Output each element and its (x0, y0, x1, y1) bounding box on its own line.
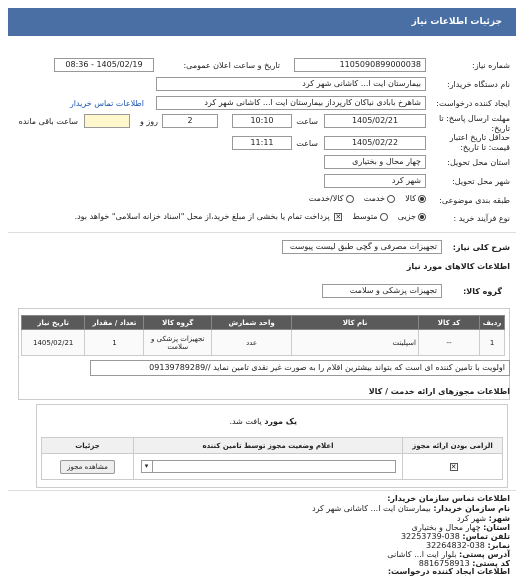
description-field: تجهیزات مصرفی و گچی طبق لیست پیوست (282, 240, 442, 254)
category-label: طبقه بندی موضوعی: (439, 196, 510, 205)
creator-section-title: اطلاعات ایجاد کننده درخواست: (387, 567, 510, 576)
announce-label: تاریخ و ساعت اعلان عمومی: (183, 61, 280, 70)
process-option-medium[interactable]: متوسط (352, 212, 387, 221)
cell-code: -- (418, 330, 479, 356)
days-label: روز و (140, 117, 158, 126)
buyer-field: بیمارستان ایت ا... کاشانی شهر کرد (156, 77, 426, 91)
creator-field: شاهرخ بابادی نیاکان کارپرداز بیمارستان ایت ا... کاشانی شهر کرد (156, 96, 426, 110)
payment-note: پرداخت تمام یا بخشی از مبلغ خرید،از محل "اسناد خزانه اسلامی" خواهد بود. (74, 212, 330, 221)
divider (8, 232, 516, 233)
permit-status-dropdown[interactable] (141, 460, 396, 473)
validity-label: حداقل تاریخ اعتبار قیمت: تا تاریخ: (449, 133, 510, 152)
contact-city: شهر: شهر کرد (456, 514, 510, 523)
category-option-goods[interactable]: کالا (405, 194, 426, 203)
view-permit-button[interactable]: مشاهده مجوز (60, 460, 115, 474)
buyer-label: نام دستگاه خریدار: (447, 80, 510, 89)
cell-date: 1405/02/21 (22, 330, 85, 356)
process-label: نوع فرآیند خرید : (453, 214, 510, 223)
col-code: کد کالا (418, 316, 479, 330)
permits-table-header (42, 438, 503, 454)
deadline-label: مهلت ارسال پاسخ: تا تاریخ: (438, 114, 510, 133)
description-label: شرح کلی نیاز: (452, 243, 510, 252)
divider (8, 490, 516, 491)
creator-label: ایجاد کننده درخواست: (436, 99, 510, 108)
contact-phone: تلفن تماس: 038-32253739 (400, 532, 510, 541)
page-title: جزئیات اطلاعات نیاز (411, 17, 502, 27)
permits-panel (36, 404, 508, 488)
category-option-both[interactable]: کالا/خدمت (309, 194, 354, 203)
need-number-label: شماره نیاز: (472, 61, 510, 70)
cell-name: اسپلینت (292, 330, 419, 356)
days-field: 2 (162, 114, 218, 128)
col-name: نام کالا (292, 316, 419, 330)
contact-name: نام سازمان خریدار: بیمارستان ایت ا... کاشانی شهر کرد (312, 504, 510, 513)
goods-group-field: تجهیزات پزشکی و سلامت (322, 284, 442, 298)
col-required: الزامی بودن ارائه مجوز (403, 438, 503, 454)
col-group: گروه کالا (144, 316, 212, 330)
col-details: جزئیات (42, 438, 134, 454)
contact-province: استان: چهار محال و بختیاری (411, 523, 510, 532)
chevron-down-icon: ▾ (142, 461, 153, 472)
remaining-hours-field (84, 114, 130, 128)
province-field: چهار محال و بختیاری (324, 155, 426, 169)
validity-time-label: ساعت (296, 139, 318, 148)
permits-found-text: یک مورد یافت شد. (229, 417, 297, 426)
radio-icon (387, 195, 395, 203)
buyer-contact-link[interactable]: اطلاعات تماس خریدار (69, 99, 144, 108)
cell-row: 1 (480, 330, 505, 356)
radio-icon (346, 195, 354, 203)
radio-icon (380, 213, 388, 221)
goods-table (21, 315, 505, 356)
table-row (42, 454, 503, 480)
need-number-field: 1105090899000038 (294, 58, 426, 72)
contact-title: اطلاعات تماس سازمان خریدار: (387, 494, 510, 503)
process-radio-group (75, 212, 426, 221)
contact-address: آدرس پستی: بلوار ایت ا... کاشانی (387, 550, 510, 559)
payment-checkbox[interactable] (332, 212, 342, 221)
deadline-time-label: ساعت (296, 117, 318, 126)
city-field: شهر کرد (324, 174, 426, 188)
checkbox-icon: ✕ (335, 212, 342, 221)
announce-field: 1405/02/19 - 08:36 (54, 58, 154, 72)
col-date: تاریخ نیاز (22, 316, 85, 330)
category-option-service[interactable]: خدمت (364, 194, 395, 203)
cell-group: تجهیزات پزشکی و سلامت (144, 330, 212, 356)
goods-table-header (22, 316, 505, 330)
goods-group-label: گروه کالا: (463, 287, 502, 296)
cell-status (134, 454, 403, 480)
process-option-minor[interactable]: جزیی (398, 212, 426, 221)
page-header (8, 8, 516, 36)
permits-table (41, 437, 503, 480)
permits-section-title: اطلاعات مجوزهای ارائه خدمت / کالا (368, 387, 510, 396)
radio-checked-icon (418, 213, 426, 221)
col-qty: تعداد / مقدار (85, 316, 144, 330)
goods-section-title: اطلاعات کالاهای مورد نیاز (406, 262, 510, 271)
contact-fax: نمابر: 038-32264832 (426, 541, 510, 550)
contact-postal: کد پستی: 8816758913 (418, 559, 510, 568)
validity-time-field: 11:11 (232, 136, 292, 150)
category-radio-group (309, 194, 426, 203)
cell-details (42, 454, 134, 480)
col-status: اعلام وضعیت مجوز توسط تامین کننده (134, 438, 403, 454)
col-unit: واحد شمارش (212, 316, 292, 330)
remaining-label: ساعت باقی مانده (18, 117, 78, 126)
cell-qty: 1 (85, 330, 144, 356)
radio-checked-icon (418, 195, 426, 203)
priority-text: اولویت با تامین کننده ای است که بتواند بیشترین اقلام را به صورت غیر نقدی تامین نماید //09139789289 (90, 360, 510, 376)
table-row[interactable] (22, 330, 505, 356)
cell-required (403, 454, 503, 480)
checkbox-icon[interactable]: ✕ (450, 462, 457, 471)
deadline-time-field: 10:10 (232, 114, 292, 128)
cell-unit: عدد (212, 330, 292, 356)
province-label: استان محل تحویل: (447, 158, 510, 167)
city-label: شهر محل تحویل: (452, 177, 510, 186)
col-row: ردیف (480, 316, 505, 330)
deadline-date-field: 1405/02/21 (324, 114, 426, 128)
validity-date-field: 1405/02/22 (324, 136, 426, 150)
